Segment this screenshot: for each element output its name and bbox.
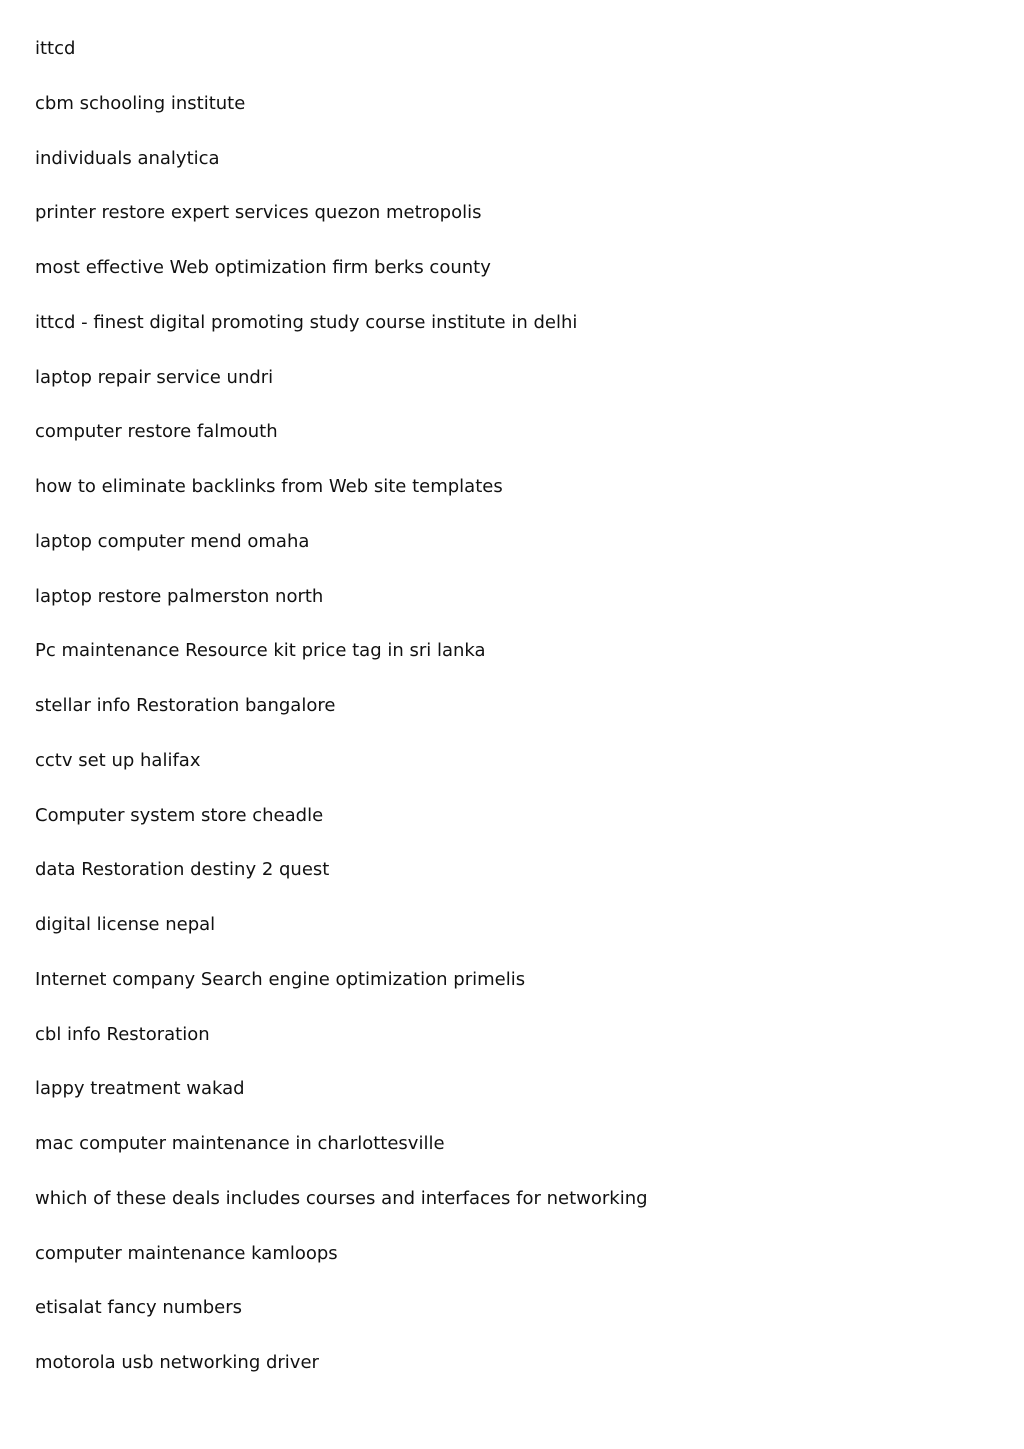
list-link[interactable]: motorola usb networking driver (35, 1352, 319, 1373)
list-item (35, 748, 648, 803)
list-link[interactable]: Internet company Search engine optimization primelis (35, 968, 526, 990)
list-link[interactable]: stellar info Restoration bangalore (35, 695, 336, 716)
list-link[interactable]: lappy treatment wakad (35, 1078, 245, 1100)
list-item (35, 310, 648, 365)
list-link[interactable]: laptop repair service undri (35, 366, 274, 388)
list-item (35, 1295, 648, 1350)
list-link[interactable]: cctv set up halifax (35, 749, 201, 771)
list-link[interactable]: laptop computer mend omaha (35, 530, 310, 552)
list-item (35, 1350, 648, 1405)
list-link[interactable]: how to eliminate backlinks from Web site templates (35, 476, 503, 497)
list-item (35, 146, 648, 201)
list-link[interactable]: Pc maintenance Resource kit price tag in sri lanka (35, 640, 486, 662)
list-link[interactable]: individuals analytica (35, 147, 220, 169)
list-link[interactable]: data Restoration destiny 2 quest (35, 859, 330, 881)
list-link[interactable]: digital license nepal (35, 914, 216, 935)
list-link[interactable]: printer restore expert services quezon metropolis (35, 202, 482, 224)
list-item (35, 1022, 648, 1077)
link-list (35, 36, 648, 1405)
list-item (35, 36, 648, 91)
list-item (35, 255, 648, 310)
list-item (35, 912, 648, 967)
list-item (35, 365, 648, 420)
list-item (35, 91, 648, 146)
list-item (35, 474, 648, 529)
list-item (35, 1241, 648, 1296)
list-link[interactable]: which of these deals includes courses and interfaces for networking (35, 1187, 648, 1209)
list-link[interactable]: laptop restore palmerston north (35, 585, 324, 607)
list-link[interactable]: cbm schooling institute (35, 92, 246, 114)
list-item (35, 1076, 648, 1131)
list-link[interactable]: most effective Web optimization firm berks county (35, 257, 491, 278)
list-item (35, 1186, 648, 1241)
list-item (35, 638, 648, 693)
list-item (35, 419, 648, 474)
list-link[interactable]: ittcd (35, 38, 76, 59)
list-item (35, 1131, 648, 1186)
list-item (35, 200, 648, 255)
list-link[interactable]: cbl info Restoration (35, 1023, 210, 1045)
list-item (35, 857, 648, 912)
list-link[interactable]: Computer system store cheadle (35, 804, 324, 826)
list-link[interactable]: computer restore falmouth (35, 421, 278, 443)
list-item (35, 529, 648, 584)
list-link[interactable]: ittcd - finest digital promoting study course institute in delhi (35, 311, 578, 333)
list-link[interactable]: etisalat fancy numbers (35, 1297, 243, 1319)
list-link[interactable]: mac computer maintenance in charlottesville (35, 1133, 445, 1154)
list-item (35, 693, 648, 748)
list-item (35, 584, 648, 639)
list-link[interactable]: computer maintenance kamloops (35, 1242, 338, 1264)
list-item (35, 967, 648, 1022)
list-item (35, 803, 648, 858)
